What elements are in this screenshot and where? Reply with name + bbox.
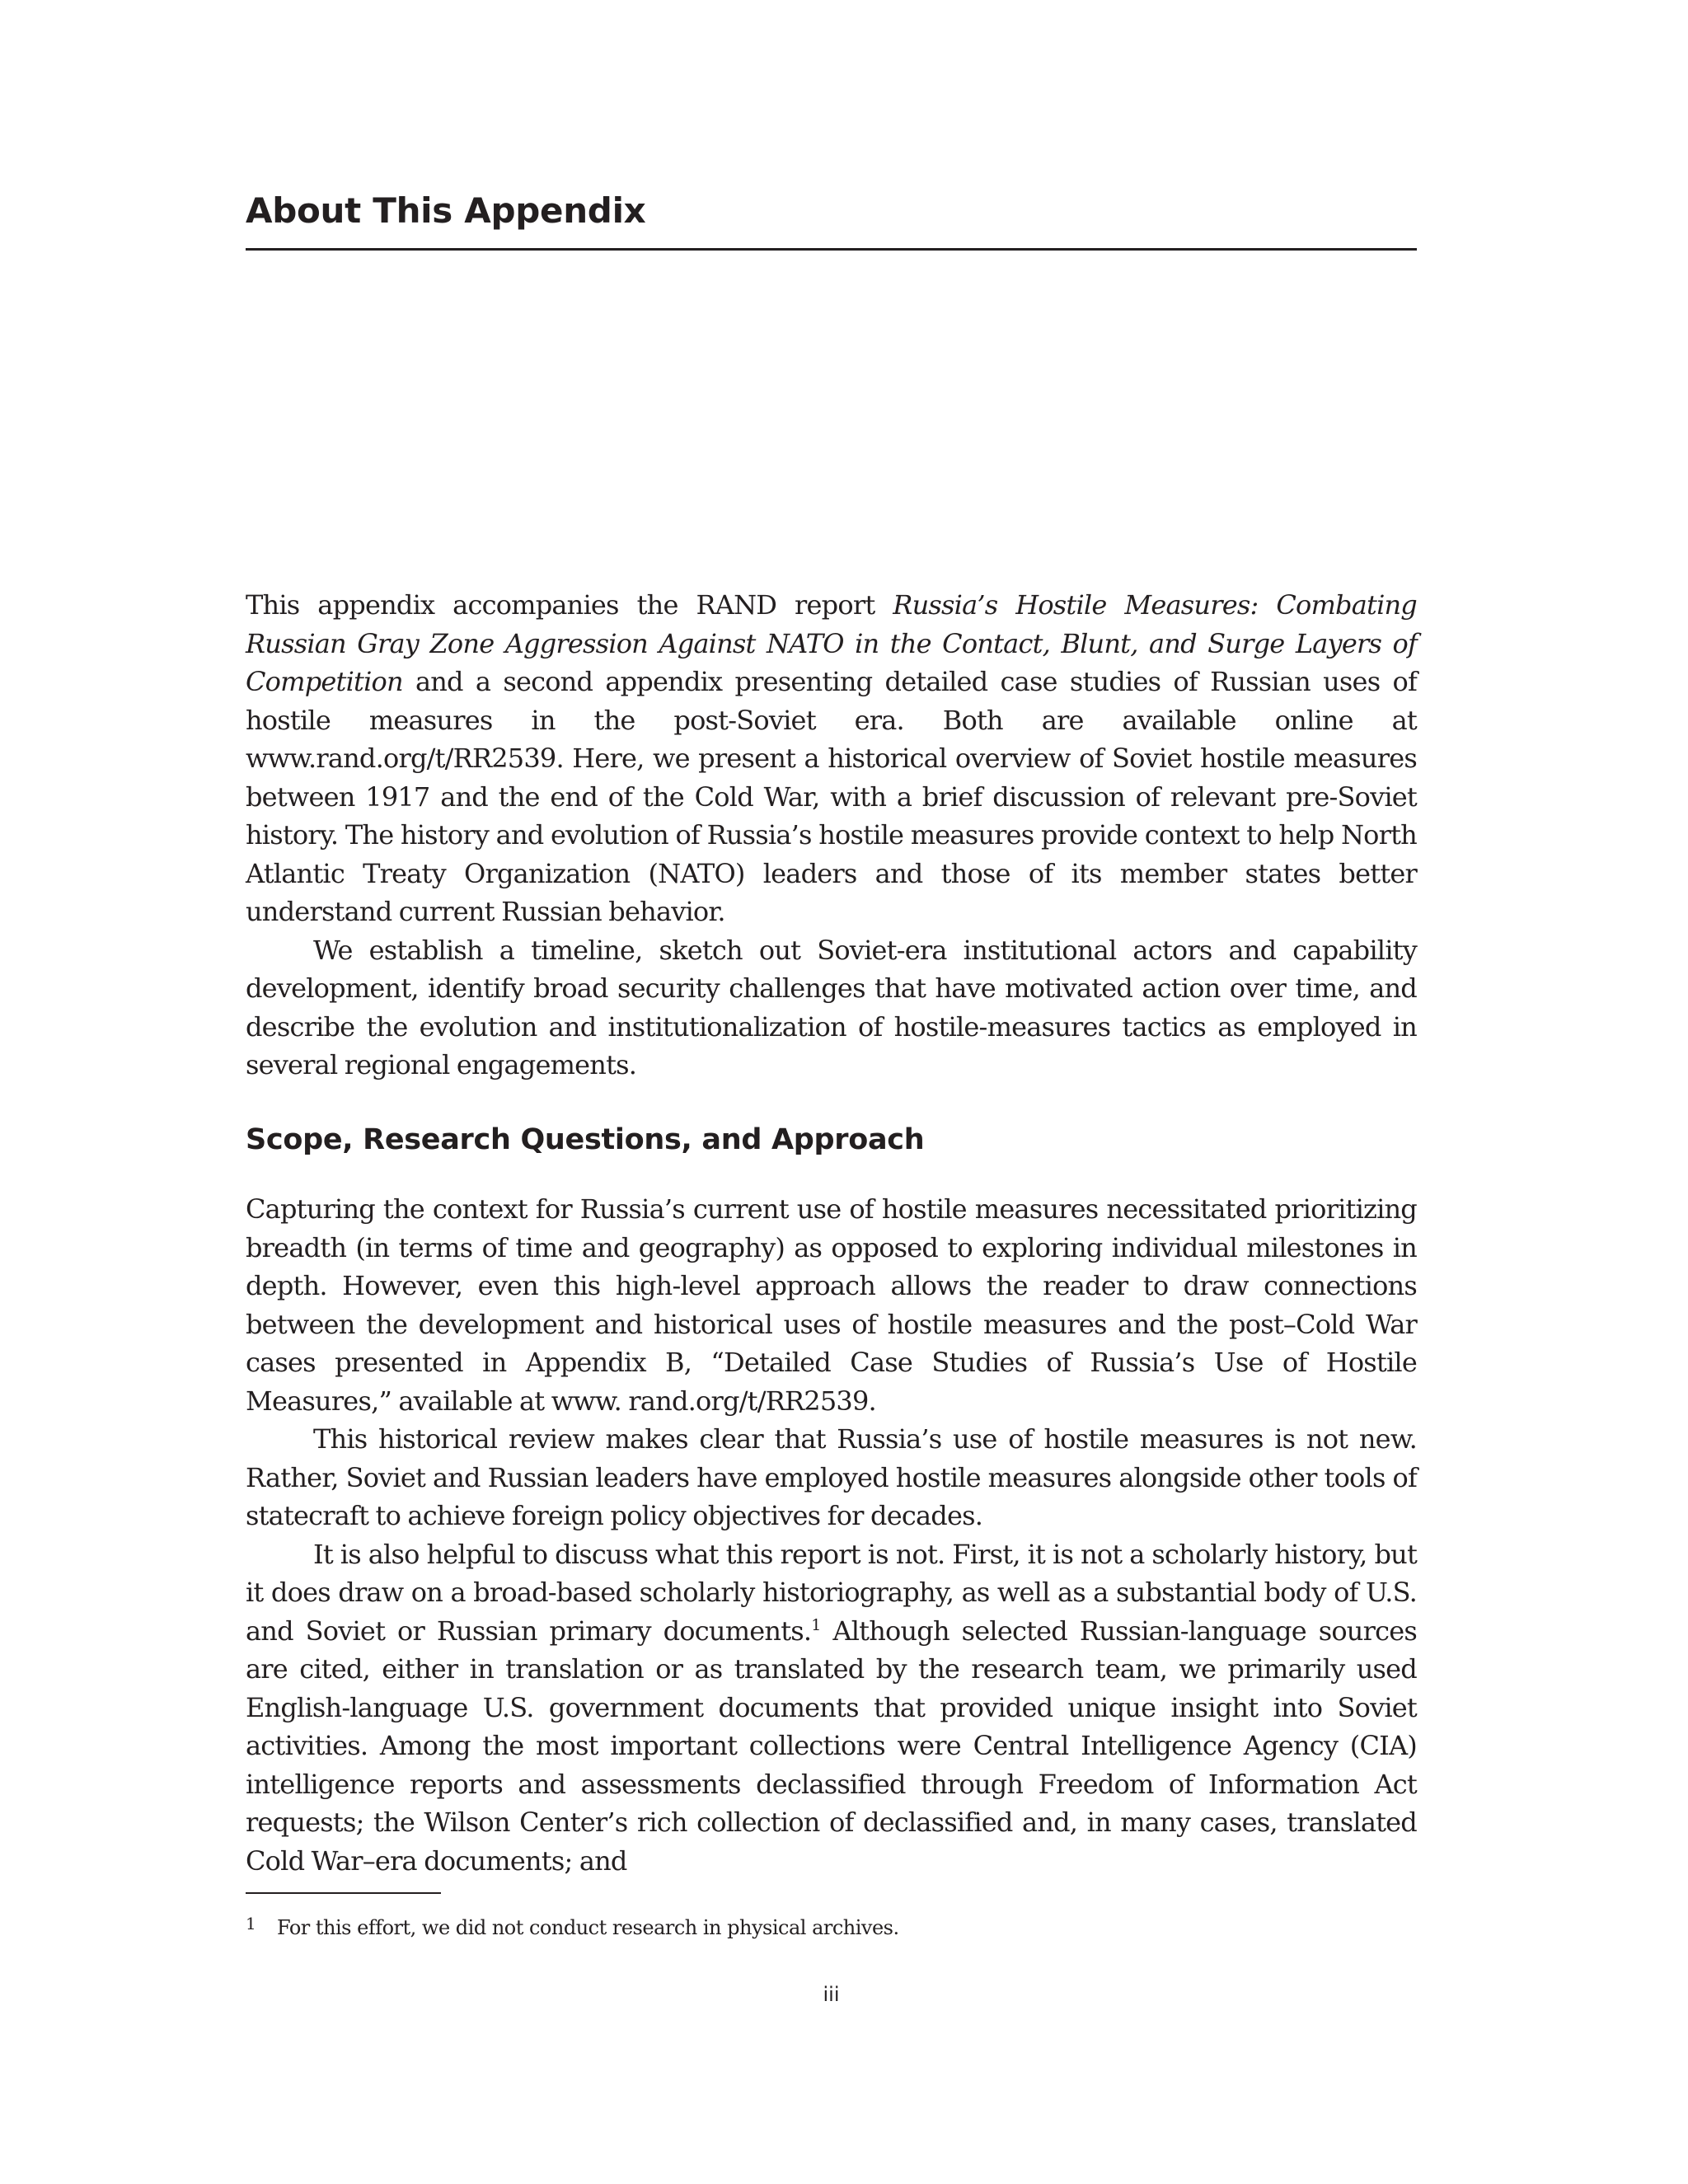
intro-paragraph-2: We establish a timeline, sketch out Soviet-era institutional actors and capability development, identify broad security challenges that have motivated action over time, and describe the evolution and institutionalization of hostile-measures tactics as employed in several regional engagements. <box>246 934 1417 1080</box>
scope-text-rest: Although selected Russian-language sources are cited, either in translation or as translated by the research team, we primarily used English-language U.S. government documents that provided unique insight into Soviet activities. Among the most important collections were Central Intelligence Agency (CIA) intelligence reports and assessments declassified through Freedom of Information Act requests; the Wilson Center’s rich collection of declassified and, in many cases, translated Cold War–era documents; and <box>246 1615 1417 1877</box>
intro-paragraph-1 <box>246 586 1417 931</box>
footnote-rule <box>246 1892 441 1894</box>
footnote-reference[interactable]: 1 <box>811 1615 821 1634</box>
footnote <box>246 1909 1417 1943</box>
scope-paragraph-2: This historical review makes clear that Russia’s use of hostile measures is not new. Rather, Soviet and Russian leaders have employed hostile measures alongside other tools of statecraft to achieve foreign policy objectives for decades. <box>246 1423 1417 1531</box>
intro-section <box>246 586 1417 1085</box>
scope-section <box>246 1190 1417 1880</box>
scope-paragraph-1: Capturing the context for Russia’s current use of hostile measures necessitated prioritizing breadth (in terms of time and geography) as opposed to exploring individual milestones in depth. However, even this high-level approach allows the reader to draw connections between the development and historical uses of hostile measures and the post–Cold War cases presented in Appendix B, “Detailed Case Studies of Russia’s Use of Hostile Measures,” available at www. rand.org/t/RR2539. <box>246 1193 1417 1417</box>
intro-text-lead: This appendix accompanies the RAND report <box>246 589 893 621</box>
title-rule <box>246 248 1417 251</box>
scope-paragraph-3 <box>246 1535 1417 1881</box>
page-number: iii <box>823 1983 840 2006</box>
document-page <box>246 0 1417 2184</box>
chapter-title: About This Appendix <box>246 190 646 231</box>
footnote-number: 1 <box>246 1914 256 1933</box>
intro-text-rest: and a second appendix presenting detailed case studies of Russian uses of hostile measures in the post-Soviet era. Both are available online at www.rand.org/t/RR2539. Here, we present a historical overview of Soviet hostile measures between 1917 and the end of the Cold War, with a brief discussion of relevant pre-Soviet history. The history and evolution of Russia’s hostile measures provide context to help North Atlantic Treaty Organization (NATO) leaders and those of its member states better understand current Russian behavior. <box>246 666 1417 927</box>
footnote-text: For this effort, we did not conduct research in physical archives. <box>277 1916 899 1939</box>
report-title: Russia’s Hostile Measures: Combating Russian Gray Zone Aggression Against NATO in the Contact, Blunt, and Surge Layers of Competition <box>246 589 1417 697</box>
section-heading: Scope, Research Questions, and Approach <box>246 1123 925 1156</box>
scope-text-lead: It is also helpful to discuss what this report is not. First, it is not a scholarly history, but it does draw on a broad-based scholarly historiography, as well as a substantial body of U.S. and Soviet or Russian primary documents. <box>246 1538 1417 1647</box>
